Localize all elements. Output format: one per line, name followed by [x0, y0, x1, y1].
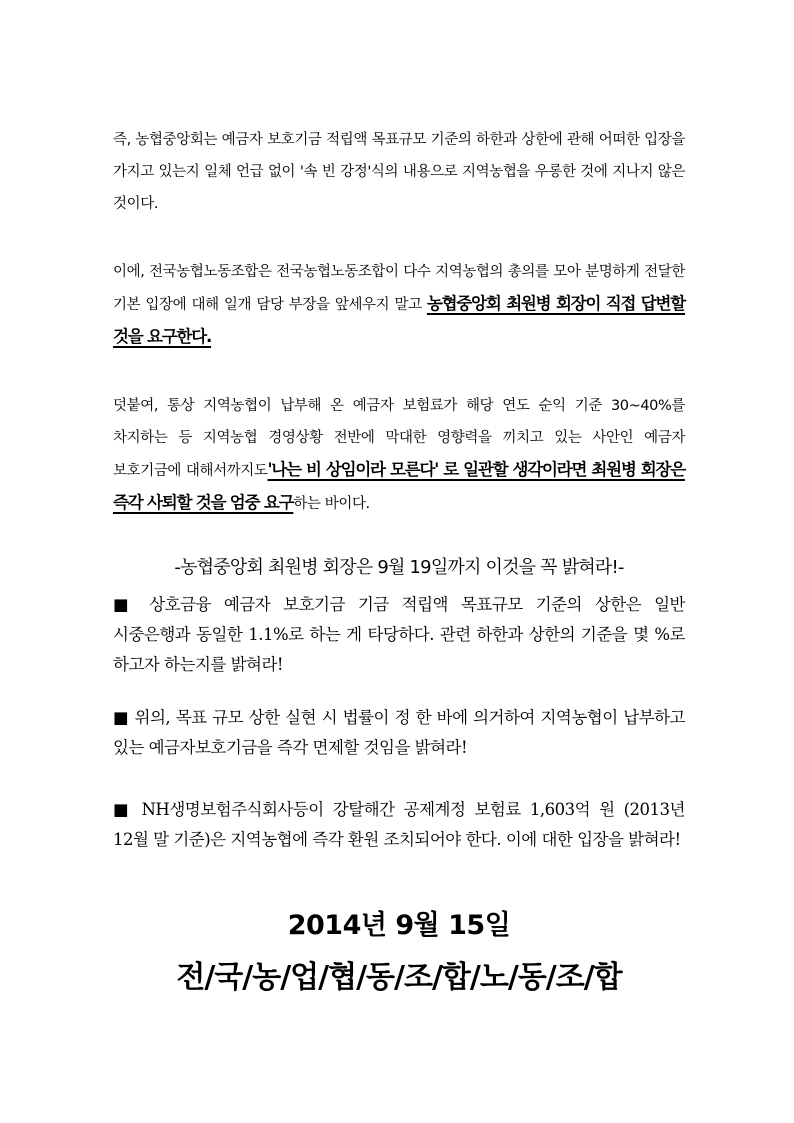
paragraph-3-tail: 하는 바이다.	[293, 496, 370, 512]
paragraph-2-emphasis: 농협중앙회 최원병 회장이 직접 답변할 것을 요구한다.	[113, 294, 685, 346]
paragraph-3-text: 덧붙여, 통상 지역농협이 납부해 온 예금자 보험료가 해당 연도 순익 기준 30~40%를 차지하는 등 지역농협 경영상황 전반에 막대한 영향력을 끼치고 있는 사안인 예금자 보호기금에 대해서까지도	[113, 398, 685, 479]
demand-item-2	[113, 703, 685, 763]
paragraph-1-text: 즉, 농협중앙회는 예금자 보호기금 적립액 목표규모 기준의 하한과 상한에 관해 어떠한 입장을 가지고 있는지 일체 언급 없이 '속 빈 강정'식의 내용으로 지역농협을 우롱한 것에 지나지 않은 것이다.	[113, 132, 685, 212]
paragraph-1	[113, 124, 685, 220]
bullet-square-icon: ■	[113, 800, 133, 819]
paragraph-3	[113, 390, 685, 520]
demand-item-1	[113, 590, 685, 680]
demands-heading: -농협중앙회 최원병 회장은 9월 19일까지 이것을 꼭 밝혀라!-	[174, 557, 624, 578]
paragraph-3-emphasis: '나는 비 상임이라 모른다' 로 일관할 생각이라면 최원병 회장은 즉각 사퇴할 것을 엄중 요구	[113, 460, 685, 512]
demand-item-3-text: NH생명보험주식회사등이 강탈해간 공제계정 보험료 1,603억 원 (2013년 12월 말 기준)은 지역농협에 즉각 환원 조치되어야 한다. 이에 대한 입장을 밝혀라!	[113, 800, 685, 849]
bullet-square-icon: ■	[113, 708, 129, 727]
document-date: 2014년 9월 15일	[287, 910, 511, 941]
paragraph-2-text: 이에, 전국농협노동조합은 전국농협노동조합이 다수 지역농협의 총의를 모아 분명하게 전달한 기본 입장에 대해 일개 담당 부장을 앞세우지 말고	[113, 264, 685, 313]
paragraph-2	[113, 256, 685, 354]
demand-item-2-text: 위의, 목표 규모 상한 실현 시 법률이 정 한 바에 의거하여 지역농협이 납부하고 있는 예금자보호기금을 즉각 면제할 것임을 밝혀라!	[113, 708, 685, 757]
organization-name: 전/국/농/업/협/동/조/합/노/동/조/합	[176, 960, 622, 995]
bullet-square-icon: ■	[113, 595, 137, 614]
demand-item-3	[113, 795, 685, 855]
demand-item-1-text: 상호금융 예금자 보호기금 기금 적립액 목표규모 기준의 상한은 일반 시중은행과 동일한 1.1%로 하는 게 타당하다. 관련 하한과 상한의 기준을 몇 %로 하고자 하는지를 밝혀라!	[113, 595, 685, 674]
